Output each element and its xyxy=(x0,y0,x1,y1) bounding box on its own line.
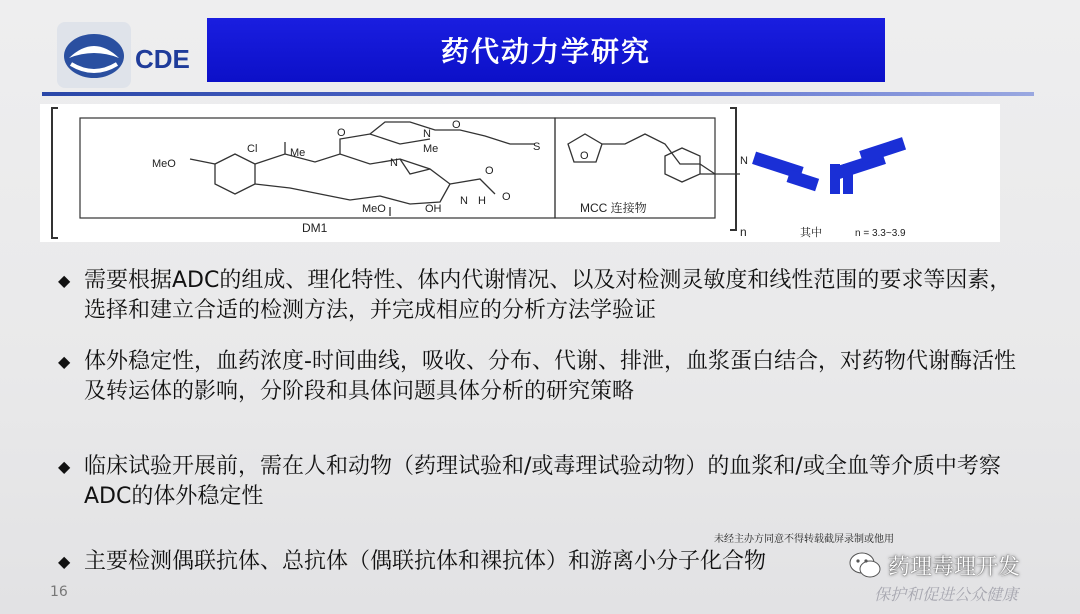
cde-logo xyxy=(55,20,200,90)
title-bar xyxy=(207,18,885,82)
page-number: 16 xyxy=(50,584,68,600)
bullet-item xyxy=(58,452,1018,512)
atom-label: S xyxy=(533,141,541,153)
atom-label: Me xyxy=(423,143,439,155)
bullet-marker: ◆ xyxy=(58,271,71,290)
atom-label: MeO xyxy=(362,203,386,215)
atom-label: O xyxy=(452,119,461,131)
header-rule xyxy=(42,92,1034,96)
bullet-marker: ◆ xyxy=(58,352,71,371)
atom-label: N xyxy=(390,157,398,169)
bullet-text: 需要根据ADC的组成、理化特性、体内代谢情况、以及对检测灵敏度和线性范围的要求等因素，选择和建立合适的检测方法，并完成相应的分析方法学验证 xyxy=(84,268,1012,323)
bullet-text: 主要检测偶联抗体、总抗体（偶联抗体和裸抗体）和游离小分子化合物 xyxy=(84,549,767,574)
atom-label: OH xyxy=(425,203,442,215)
bullet-item xyxy=(58,266,1018,326)
atom-label: N xyxy=(740,155,748,167)
subscript-n: n xyxy=(740,225,747,239)
linker-label: MCC 连接物 xyxy=(580,201,647,215)
slogan: 保护和促进公众健康 xyxy=(874,585,1019,604)
logo-text: CDE xyxy=(135,44,190,74)
atom-label: O xyxy=(580,150,589,162)
bullet-marker: ◆ xyxy=(58,552,71,571)
copyright-notice: 未经主办方同意不得转载截屏录制或他用 xyxy=(714,534,894,545)
antibody-icon xyxy=(752,137,906,194)
dar-range: n = 3.3~3.9 xyxy=(855,228,906,239)
right-bracket xyxy=(730,108,736,230)
dar-note: 其中 xyxy=(800,227,822,239)
bullet-text: 临床试验开展前，需在人和动物（药理试验和/或毒理试验动物）的血浆和/或全血等介质中考察ADC的体外稳定性 xyxy=(84,454,1001,509)
adc-structure-figure xyxy=(40,104,1000,242)
atom-label: H xyxy=(478,195,486,207)
atom-label: MeO xyxy=(152,158,176,170)
wechat-icon xyxy=(848,548,882,582)
atom-label: Me xyxy=(290,147,306,159)
atom-label: Cl xyxy=(247,143,258,155)
atom-label: N xyxy=(460,195,468,207)
payload-label: DM1 xyxy=(302,221,328,235)
bullet-text: 体外稳定性，血药浓度-时间曲线，吸收、分布、代谢、排泄，血浆蛋白结合，对药物代谢酶活性及转运体的影响，分阶段和具体问题具体分析的研究策略 xyxy=(84,349,1016,404)
atom-label: O xyxy=(337,127,346,139)
atom-label: N xyxy=(423,128,431,140)
bullet-marker: ◆ xyxy=(58,457,71,476)
atom-label: O xyxy=(485,165,494,177)
left-bracket xyxy=(52,108,58,238)
atom-label: O xyxy=(502,191,511,203)
page-title: 药代动力学研究 xyxy=(440,35,651,68)
bullet-item xyxy=(58,347,1018,407)
linker-skeleton xyxy=(568,134,740,182)
watermark-text: 药理毒理开发 xyxy=(888,554,1021,580)
wechat-watermark xyxy=(848,548,1020,582)
